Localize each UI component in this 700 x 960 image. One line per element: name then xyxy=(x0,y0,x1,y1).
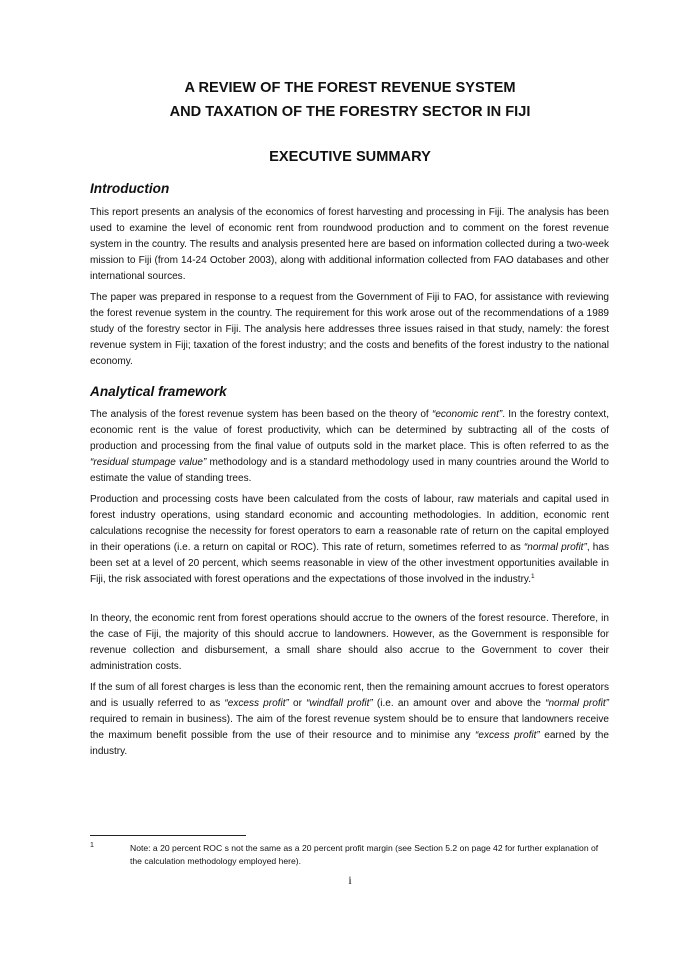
framework-p2-text-a: Production and processing costs have been calculated from the costs of labour, raw materials and capital used in forest industry operations, using standard economic and accounting methodologies. In addition, economic rent calculations recognise the necessity for forest operators to earn a reasonable rate of return on the capital employed in their operations (i.e. a return on capital or ROC). This rate of return, sometimes referred to as xyxy=(90,494,609,554)
framework-paragraph-4 xyxy=(90,680,609,760)
document-title xyxy=(90,76,610,124)
analytical-framework-heading: Analytical framework xyxy=(90,384,227,399)
executive-summary-heading: EXECUTIVE SUMMARY xyxy=(269,149,431,165)
excess-profit-term: “excess profit” xyxy=(224,698,289,710)
framework-p4-text-a: If the sum of all forest charges is less than the economic rent, then the remaining amount accrues to forest operators and is usually referred to as xyxy=(90,682,609,710)
title-line-2: AND TAXATION OF THE FORESTRY SECTOR IN FIJI xyxy=(169,104,531,120)
framework-p4-text-d: required to remain in business). The aim of the forest revenue system should be to ensure that landowners receive the maximum benefit possible from the use of their resource and to minimise any xyxy=(90,714,609,742)
introduction-heading: Introduction xyxy=(90,181,170,196)
framework-p1-text-a: The analysis of the forest revenue system has been based on the theory of xyxy=(90,409,432,420)
framework-paragraph-1 xyxy=(90,407,609,487)
normal-profit-term: “normal profit” xyxy=(523,542,587,554)
framework-p1-text-c: methodology and is a standard methodology used in many countries around the World to estimate the value of standing trees. xyxy=(90,457,609,485)
framework-p4-text-c: (i.e. an amount over and above the xyxy=(372,698,546,710)
footnote-number: 1 xyxy=(90,842,94,849)
footnote-text: Note: a 20 percent ROC s not the same as a 20 percent profit margin (see Section 5.2 on page 42 for further explanation of the calculation methodology employed here). xyxy=(130,843,599,866)
excess-profit-term-2: “excess profit” xyxy=(475,730,540,742)
introduction-paragraph-1: This report presents an analysis of the economics of forest harvesting and processing in Fiji. The analysis has been used to examine the level of economic rent from roundwood production and to comment on the forest revenue system in the country. The results and analysis presented here are based on information collected during a two-week mission to Fiji (from 14-24 October 2003), along with additional information collected from FAO databases and other international sources. xyxy=(90,207,609,283)
framework-p4-text-e: earned by the industry. xyxy=(90,730,609,758)
title-line-1: A REVIEW OF THE FOREST REVENUE SYSTEM xyxy=(184,80,516,96)
framework-p2-text-b: , has been set at a level of 20 percent, which seems reasonable in view of the other investment opportunities available in Fiji, the risk associated with forest operations and the expectations of those involved in the industry. xyxy=(90,542,609,586)
economic-rent-term: “economic rent” xyxy=(431,409,503,420)
framework-p1-text-b: . In the forestry context, economic rent is the value of forest productivity, which can be determined by subtracting all of the costs of production and processing from the final value of outputs sold in the market place. This is often referred to as the xyxy=(90,409,610,453)
framework-paragraph-3: In theory, the economic rent from forest operations should accrue to the owners of the forest resource. Therefore, in the case of Fiji, the majority of this should accrue to landowners. However, as the Government is responsible for revenue collection and disbursement, a small share should also accrue to the Government to cover their administration costs. xyxy=(90,613,609,673)
normal-profit-term-2: “normal profit” xyxy=(545,698,609,710)
residual-stumpage-value-term: “residual stumpage value” xyxy=(90,457,207,469)
page-number: i xyxy=(348,873,352,887)
framework-paragraph-2 xyxy=(90,492,609,589)
footnote-divider xyxy=(90,835,246,836)
introduction-paragraph-2: The paper was prepared in response to a request from the Government of Fiji to FAO, for assistance with reviewing the forest revenue system in the country. The requirement for this work arose out of the recommendations of a 1989 study of the forestry sector in Fiji. The analysis here addresses three issues raised in that study, namely: the forest revenue system in Fiji; taxation of the forest industry; and the costs and benefits of the forest industry to the national economy. xyxy=(90,292,609,368)
windfall-profit-term: “windfall profit” xyxy=(306,698,373,710)
framework-p4-text-b: or xyxy=(288,698,307,710)
footnote-reference[interactable]: 1 xyxy=(531,573,535,581)
